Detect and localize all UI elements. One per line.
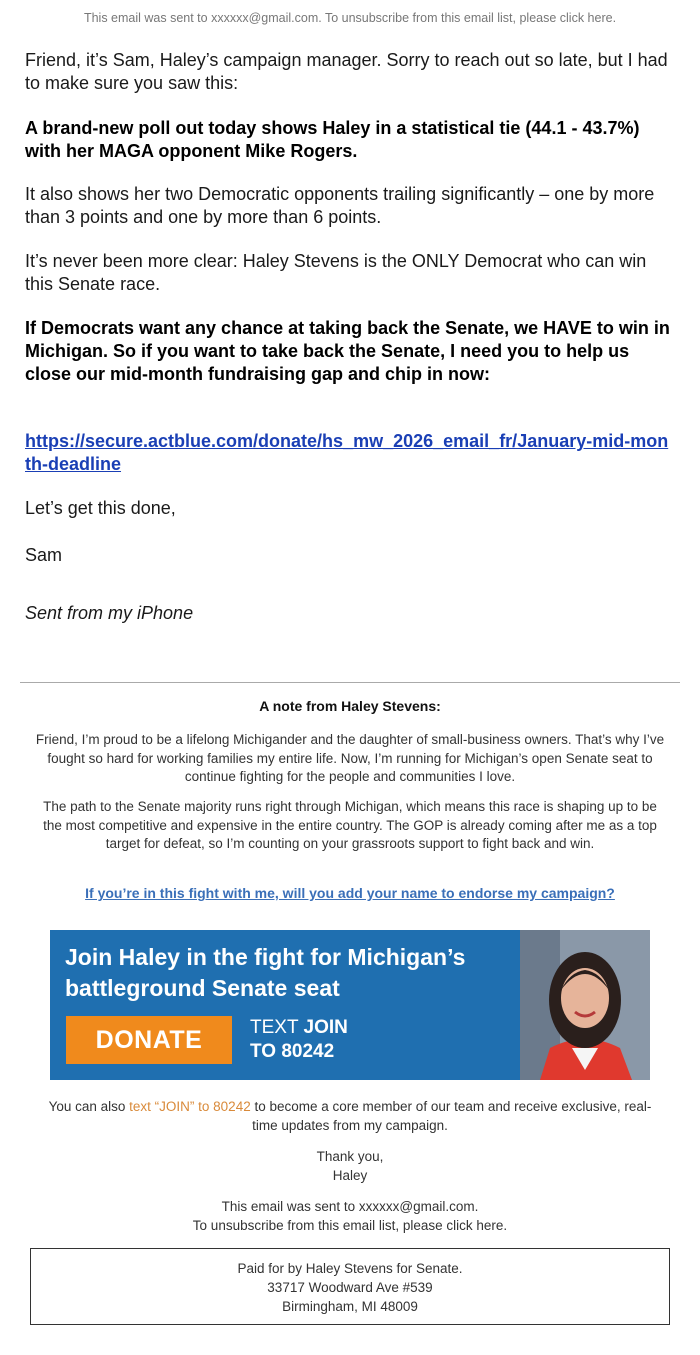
sent-from-iphone: Sent from my iPhone — [25, 603, 194, 623]
note-paragraph-1: Friend, I’m proud to be a lifelong Michigander and the daughter of small-business owners. That’s why I’ve fought so hard for working families my entire life. Now, I’m running for Michigan’s open Senate seat to continue fighting for the people and communities I love. — [35, 732, 665, 784]
donate-link[interactable]: https://secure.actblue.com/donate/hs_mw_2026_email_fr/January-mid-month-deadline — [25, 431, 669, 474]
paid-for-line-3: Birmingham, MI 48009 — [282, 1299, 418, 1314]
fundraising-ask-paragraph: If Democrats want any chance at taking back the Senate, we HAVE to win in Michigan. So if you want to take back the Senate, I need you to help us close our mid-month fundraising gap and chip in now: — [25, 318, 670, 384]
also-before: You can also — [48, 1099, 126, 1114]
note-paragraph-2: The path to the Senate majority runs right through Michigan, which means this race is shaping up to be the most competitive and expensive in the entire country. The GOP is already coming after me as a top target for defeat, so I’m counting on your grassroots support to fight back and win. — [43, 799, 657, 851]
thanks-name: Haley — [332, 1167, 368, 1183]
also-after: to become a core member of our team and receive exclusive, real-time updates from my campaign. — [252, 1099, 652, 1133]
endorse-link[interactable]: If you’re in this fight with me, will you add your name to endorse my campaign? — [85, 885, 615, 901]
paid-for-disclaimer — [30, 1248, 670, 1325]
candidate-photo — [520, 930, 650, 1080]
text-prefix: TEXT — [250, 1017, 299, 1038]
trailing-paragraph: It also shows her two Democratic opponents trailing significantly – one by more than 3 points and one by more than 6 points. — [25, 184, 655, 227]
signature: Sam — [25, 545, 63, 565]
text-join-link[interactable]: text “JOIN” to 80242 — [129, 1099, 251, 1114]
donate-button[interactable]: DONATE — [66, 1016, 232, 1064]
paid-for-line-1: Paid for by Haley Stevens for Senate. — [237, 1261, 463, 1276]
unsubscribe-header-note[interactable]: This email was sent to xxxxxx@gmail.com. To unsubscribe from this email list, please click here. — [83, 11, 617, 25]
sent-to-line: This email was sent to xxxxxx@gmail.com. — [221, 1199, 479, 1214]
footer-sent-to — [0, 1198, 700, 1235]
text-join-callout — [250, 1016, 400, 1064]
only-democrat-paragraph: It’s never been more clear: Haley Stevens is the ONLY Democrat who can win this Senate race. — [25, 251, 647, 294]
intro-paragraph: Friend, it’s Sam, Haley’s campaign manager. Sorry to reach out so late, but I had to make sure you saw this: — [25, 50, 668, 93]
donate-banner[interactable] — [50, 930, 650, 1080]
note-title: A note from Haley Stevens: — [259, 698, 441, 714]
text-to-number: TO 80242 — [250, 1041, 335, 1062]
text-join-paragraph — [40, 1097, 660, 1135]
paid-for-line-2: 33717 Woodward Ave #539 — [267, 1280, 433, 1295]
sign-off — [0, 1148, 700, 1185]
text-keyword: JOIN — [303, 1017, 348, 1038]
thanks-line: Thank you, — [316, 1149, 384, 1164]
unsubscribe-link[interactable]: To unsubscribe from this email list, please click here. — [192, 1217, 508, 1233]
poll-paragraph: A brand-new poll out today shows Haley in a statistical tie (44.1 - 43.7%) with her MAGA opponent Mike Rogers. — [25, 118, 640, 161]
closing-line: Let’s get this done, — [25, 498, 176, 518]
divider — [20, 682, 680, 683]
banner-headline: Join Haley in the fight for Michigan’s battleground Senate seat — [65, 944, 466, 1001]
